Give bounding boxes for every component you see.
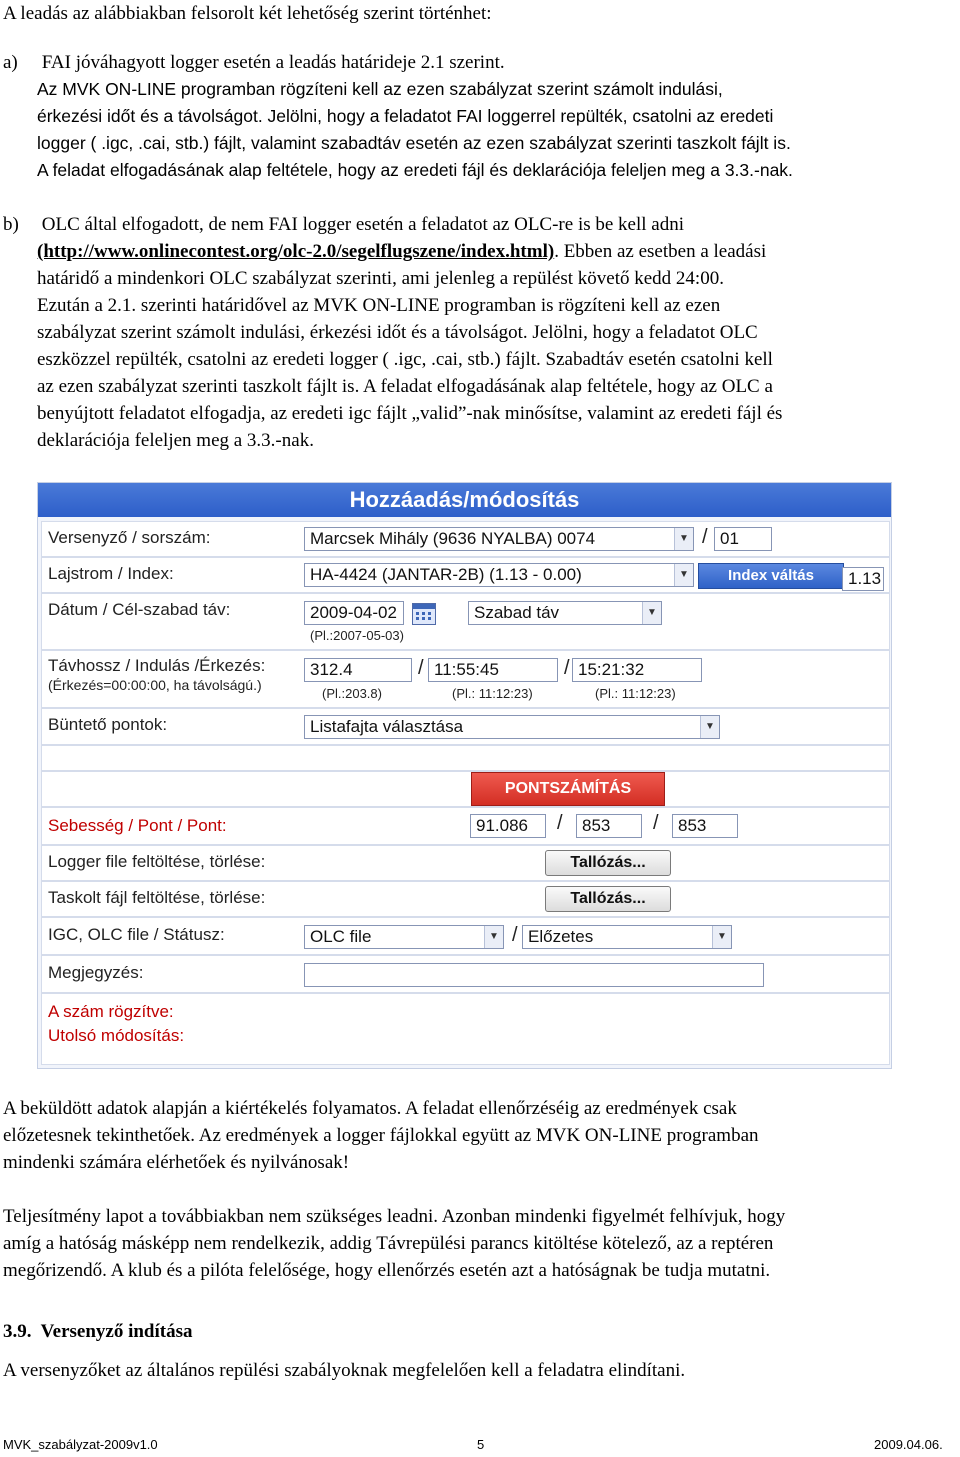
igc-label: IGC, OLC file / Státusz: xyxy=(48,925,225,944)
chevron-down-icon: ▼ xyxy=(484,926,503,948)
date-label: Dátum / Cél-szabad táv: xyxy=(48,600,231,619)
point1-input[interactable]: 853 xyxy=(576,814,642,838)
item-b-text: OLC által elfogadott, de nem FAI logger esetén a feladatot az OLC-re is be kell adni xyxy=(41,214,685,235)
record-info-row xyxy=(41,993,890,1065)
item-b-line: deklarációja feleljen meg a 3.3.-nak. xyxy=(37,430,314,451)
competitor-value: Marcsek Mihály (9636 NYALBA) 0074 xyxy=(310,529,596,548)
item-b-line: eszközzel repülték, csatolni az eredeti logger ( .igc, .cai, stb.) fájlt. Szabadtáv esetén csatolni kell xyxy=(37,349,773,370)
distance-input[interactable]: 312.4 xyxy=(304,658,412,682)
distance-label: Távhossz / Indulás /Érkezés: xyxy=(48,656,266,675)
item-b-link-line xyxy=(37,238,766,265)
slash-separator: / xyxy=(702,526,708,548)
date-input[interactable]: 2009-04-02 xyxy=(304,601,404,625)
chevron-down-icon: ▼ xyxy=(674,564,693,586)
performance-line: amíg a hatóság másképp nem rendelkezik, addig Távrepülési parancs kitöltése kötelező, az a reptéren xyxy=(3,1233,774,1254)
item-b-line: határidő a mindenkori OLC szabályzat szerinti, ami jelenleg a repülést követő kedd 24:00. xyxy=(37,268,724,289)
speed-label: Sebesség / Pont / Pont: xyxy=(48,816,227,835)
section-text: A versenyzőket az általános repülési szabályoknak megfelelően kell a feladatra elindítani. xyxy=(3,1360,686,1381)
item-a-line: érkezési időt és a távolságot. Jelölni, hogy a feladatot FAI loggerrel repülték, csatolni az eredeti xyxy=(37,106,774,126)
aircraft-select[interactable] xyxy=(304,563,694,587)
performance-line: megőrizendő. A klub és a pilóta felelősége, hogy ellenőrzés esetén azt a hatóságnak be tudja mutatni. xyxy=(3,1260,771,1281)
browse-task-button[interactable]: Tallózás... xyxy=(545,886,671,912)
slash-separator: / xyxy=(557,812,563,834)
chevron-down-icon: ▼ xyxy=(712,926,731,948)
eval-line: mindenki számára elérhetőek és nyilvánosak! xyxy=(3,1152,350,1173)
task-type-value: Szabad táv xyxy=(474,603,560,622)
item-b-label: b) xyxy=(3,214,19,235)
start-hint: (Pl.: 11:12:23) xyxy=(452,686,533,701)
index-value-input[interactable]: 1.13 xyxy=(842,567,884,591)
penalty-row xyxy=(41,708,890,745)
distance-hint: (Pl.:203.8) xyxy=(322,686,382,701)
footer-left: MVK_szabályzat-2009v1.0 xyxy=(3,1437,158,1452)
penalty-select[interactable] xyxy=(304,715,720,739)
add-modify-form xyxy=(37,482,892,1069)
eval-line: A beküldött adatok alapján a kiértékelés folyamatos. A feladat ellenőrzéséig az eredmények csak xyxy=(3,1098,737,1119)
task-type-select[interactable] xyxy=(468,601,662,625)
olc-link[interactable]: (http://www.onlinecontest.org/olc-2.0/segelflugszene/index.html) xyxy=(37,241,555,262)
date-hint: (Pl.:2007-05-03) xyxy=(310,628,404,643)
footer-right: 2009.04.06. xyxy=(874,1437,943,1452)
start-time-input[interactable]: 11:55:45 xyxy=(428,658,558,682)
item-b-line: benyújtott feladatot elfogadja, az eredeti igc fájlt „valid”-nak minősítse, valamint az eredeti fájl és xyxy=(37,403,783,424)
chevron-down-icon: ▼ xyxy=(642,602,661,624)
calendar-icon[interactable] xyxy=(412,603,436,625)
eval-line: előzetesnek tekinthetőek. Az eredmények a logger fájlokkal együtt az MVK ON-LINE programban xyxy=(3,1125,759,1146)
browse-logger-button[interactable]: Tallózás... xyxy=(545,850,671,876)
score-row xyxy=(41,771,890,807)
comments-row xyxy=(41,955,890,993)
item-a-line: Az MVK ON-LINE programban rögzíteni kell az ezen szabályzat szerint számolt indulási, xyxy=(37,79,723,99)
penalty-value: Listafajta választása xyxy=(310,717,464,736)
logger-upload-row xyxy=(41,845,890,881)
logger-upload-label: Logger file feltöltése, törlése: xyxy=(48,852,266,871)
speed-input[interactable]: 91.086 xyxy=(470,814,546,838)
competitor-label: Versenyző / sorszám: xyxy=(48,528,211,547)
comments-label: Megjegyzés: xyxy=(48,963,144,982)
distance-row xyxy=(41,650,890,708)
modified-label: Utolsó módosítás: xyxy=(48,1026,185,1045)
slash-separator: / xyxy=(653,812,659,834)
comments-input[interactable] xyxy=(304,963,764,987)
form-title: Hozzáadás/módosítás xyxy=(38,483,891,517)
item-a-text: FAI jóváhagyott logger esetén a leadás határideje 2.1 szerint. xyxy=(41,52,505,73)
item-a-line: A feladat elfogadásának alap feltétele, hogy az eredeti fájl és deklarációja feleljen meg a 3.3.-nak. xyxy=(37,160,793,180)
recorded-label: A szám rögzítve: xyxy=(48,1002,174,1021)
speed-row xyxy=(41,807,890,845)
item-a-line: logger ( .igc, .cai, stb.) fájlt, valamint szabadtáv esetén az ezen szabályzat szerinti taszkolt fájlt is. xyxy=(37,133,791,153)
finish-time-input[interactable]: 15:21:32 xyxy=(572,658,702,682)
item-a-first-line xyxy=(3,49,505,76)
date-row xyxy=(41,593,890,650)
chevron-down-icon: ▼ xyxy=(674,528,693,550)
index-change-button[interactable]: Index váltás xyxy=(698,563,844,589)
item-b-line: szabályzat szerint számolt indulási, érkezési időt és a távolságot. Jelölni, hogy a feladatot OLC xyxy=(37,322,758,343)
distance-sublabel: (Érkezés=00:00:00, ha távolságú.) xyxy=(48,677,262,693)
aircraft-label: Lajstrom / Index: xyxy=(48,564,174,583)
file-type-select[interactable] xyxy=(304,925,504,949)
finish-hint: (Pl.: 11:12:23) xyxy=(595,686,676,701)
item-b-line: az ezen szabályzat szerinti taszkolt fájlt is. A feladat elfogadásának alap feltétele, hogy az OLC a xyxy=(37,376,773,397)
status-select[interactable] xyxy=(522,925,732,949)
score-calculation-button[interactable]: PONTSZÁMÍTÁS xyxy=(471,772,665,806)
aircraft-row xyxy=(41,557,890,593)
task-upload-row xyxy=(41,881,890,917)
competitor-row xyxy=(41,521,890,557)
slash-separator: / xyxy=(418,657,424,679)
page-number: 5 xyxy=(477,1437,485,1452)
competitor-number-input[interactable]: 01 xyxy=(714,527,772,551)
task-upload-label: Taskolt fájl feltöltése, törlése: xyxy=(48,888,266,907)
item-b-first-line xyxy=(3,211,684,238)
slash-separator: / xyxy=(564,657,570,679)
chevron-down-icon: ▼ xyxy=(700,716,719,738)
point2-input[interactable]: 853 xyxy=(672,814,738,838)
section-heading: 3.9. Versenyző indítása xyxy=(3,1321,193,1342)
file-type-value: OLC file xyxy=(310,927,372,946)
slash-separator: / xyxy=(512,924,518,946)
item-b-link-after: . Ebben az esetben a leadási xyxy=(554,241,767,262)
spacer-row xyxy=(41,745,890,771)
intro-text: A leadás az alábbiakban felsorolt két lehetőség szerint történhet: xyxy=(3,3,492,24)
performance-line: Teljesítmény lapot a továbbiakban nem szükséges leadni. Azonban mindenki figyelmét felhívjuk, hogy xyxy=(3,1206,786,1227)
penalty-label: Büntető pontok: xyxy=(48,715,168,734)
item-a-label: a) xyxy=(3,52,18,73)
igc-status-row xyxy=(41,917,890,955)
aircraft-value: HA-4424 (JANTAR-2B) (1.13 - 0.00) xyxy=(310,565,582,584)
item-b-line: Ezután a 2.1. szerinti határidővel az MVK ON-LINE programban is rögzíteni kell az ezen xyxy=(37,295,721,316)
competitor-select[interactable] xyxy=(304,527,694,551)
status-value: Előzetes xyxy=(528,927,594,946)
